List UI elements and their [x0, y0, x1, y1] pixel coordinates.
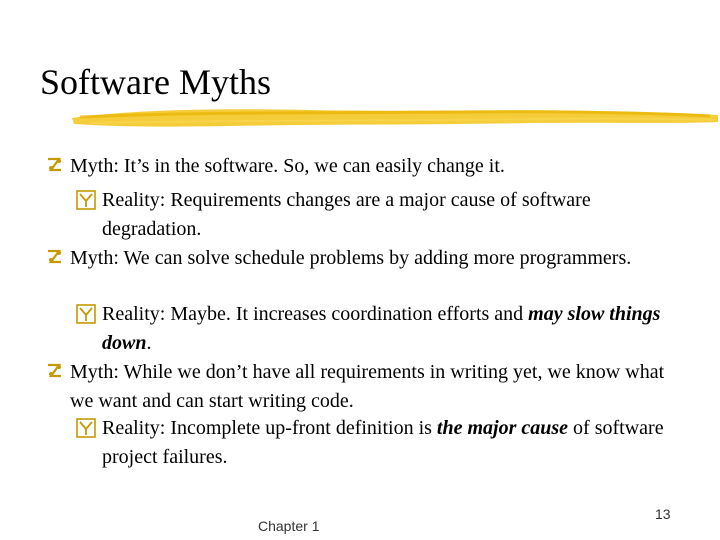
- reality-text: Reality: Incomplete up-front definition is: [102, 417, 437, 439]
- reality-text: Reality: Maybe. It increases coordination efforts and: [102, 303, 529, 325]
- myth-text: Myth: It’s in the software. So, we can easily change it.: [70, 155, 505, 177]
- y-checkbox-icon: [76, 418, 96, 438]
- reality-item: [102, 186, 682, 243]
- reality-emphasis: may slow things down: [102, 303, 661, 354]
- reality-item: [102, 414, 682, 471]
- reality-emphasis: the major cause: [436, 417, 569, 439]
- myth-item: [70, 152, 680, 181]
- page-number: 13: [655, 506, 671, 522]
- reality-text: Reality: Requirements changes are a major cause of software degradation.: [102, 189, 591, 240]
- page-title: Software Myths: [40, 62, 271, 102]
- myth-text: Myth: While we don’t have all requirements in writing yet, we know what we want and can start writing code.: [70, 361, 665, 412]
- reality-item: [102, 300, 682, 357]
- z-bullet-icon: [46, 248, 64, 266]
- y-checkbox-icon: [76, 304, 96, 324]
- reality-tail: of software project failures.: [102, 417, 664, 468]
- z-bullet-icon: [46, 362, 64, 380]
- chapter-label: Chapter 1: [258, 518, 320, 534]
- z-bullet-icon: [46, 156, 64, 174]
- myth-item: [70, 358, 680, 415]
- myth-text: Myth: We can solve schedule problems by adding more programmers.: [70, 247, 632, 269]
- y-checkbox-icon: [76, 190, 96, 210]
- reality-tail: .: [146, 331, 152, 354]
- myth-item: [70, 244, 680, 273]
